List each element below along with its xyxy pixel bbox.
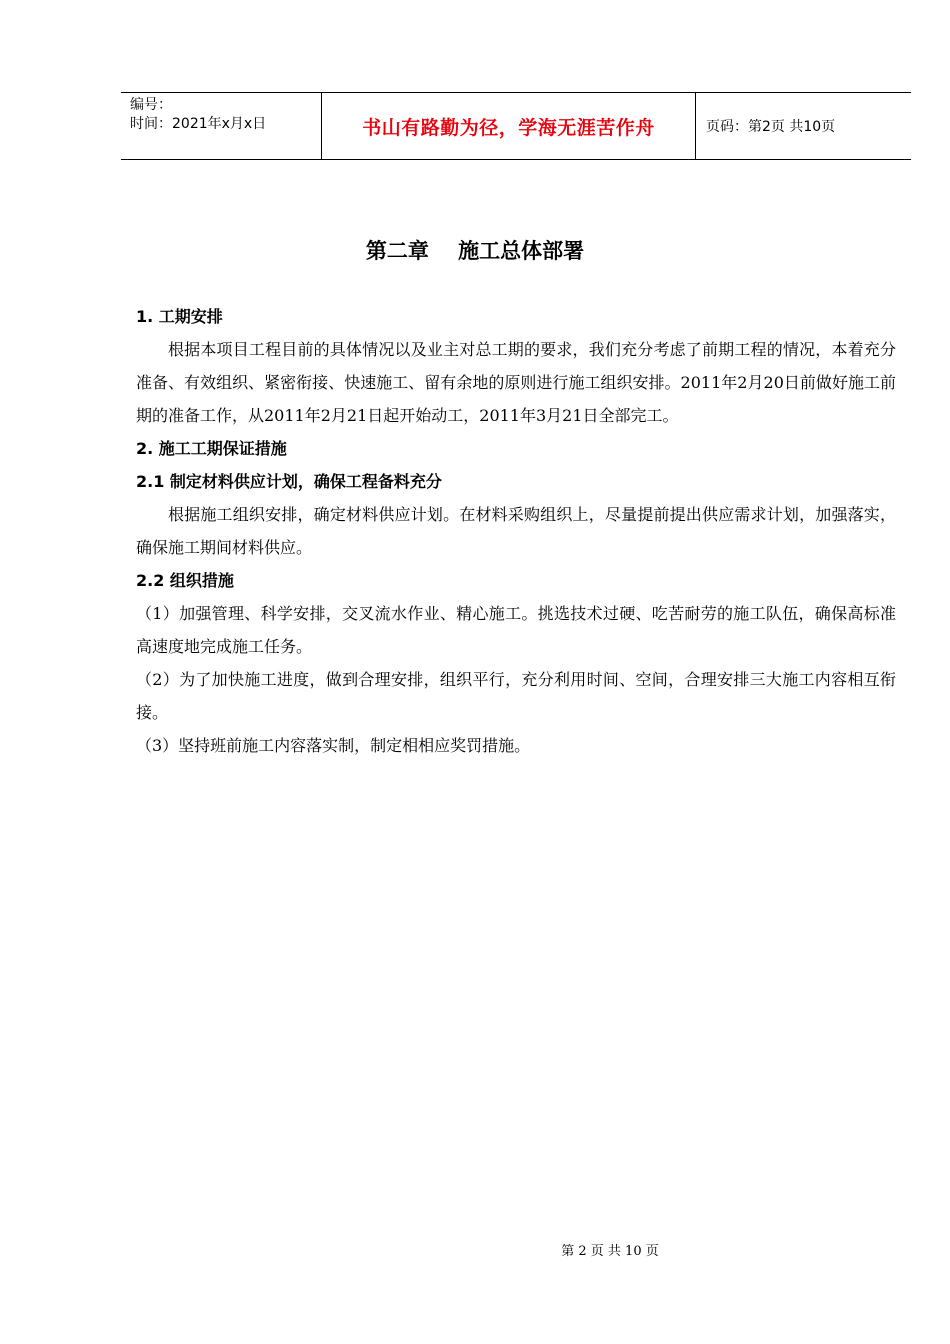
header-table [121,92,911,160]
chapter-title: 第二章 施工总体部署 [365,239,585,263]
document-time-label: 时间：2021年x月x日 [130,116,267,132]
document-body [136,300,896,762]
document-number-label: 编号： [130,97,172,113]
section-2-1-heading: 2.1 制定材料供应计划，确保工程备料充分 [136,472,442,491]
section-2-2-item-1: （1）加强管理、科学安排，交叉流水作业、精心施工。挑选技术过硬、吃苦耐劳的施工队伍，确保高标准高速度地完成施工任务。 [136,604,896,656]
section-1-paragraph: 根据本项目工程目前的具体情况以及业主对总工期的要求，我们充分考虑了前期工程的情况，本着充分准备、有效组织、紧密衔接、快速施工、留有余地的原则进行施工组织安排。2011年2月20日前做好施工前期的准备工作，从2011年2月21日起开始动工，2011年3月21日全部完工。 [136,340,896,425]
section-2-2-item-3: （3）坚持班前施工内容落实制，制定相相应奖罚措施。 [136,736,531,755]
section-2-2-item-2: （2）为了加快施工进度，做到合理安排，组织平行，充分利用时间、空间，合理安排三大施工内容相互衔接。 [136,670,896,722]
page-footer: 第 2 页 共 10 页 [561,1244,659,1259]
header-page-code: 页码：第2页 共10页 [706,119,836,135]
header-page-cell [696,93,911,159]
section-2-heading: 2. 施工工期保证措施 [136,439,287,458]
header-motto: 书山有路勤为径，学海无涯苦作舟 [362,116,655,139]
section-2-2-heading: 2.2 组织措施 [136,571,234,590]
section-2-1-paragraph: 根据施工组织安排，确定材料供应计划。在材料采购组织上，尽量提前提出供应需求计划，加强落实，确保施工期间材料供应。 [136,505,896,557]
section-1-heading: 1. 工期安排 [136,307,223,326]
header-meta-cell [121,93,322,159]
header-motto-cell [322,93,696,159]
